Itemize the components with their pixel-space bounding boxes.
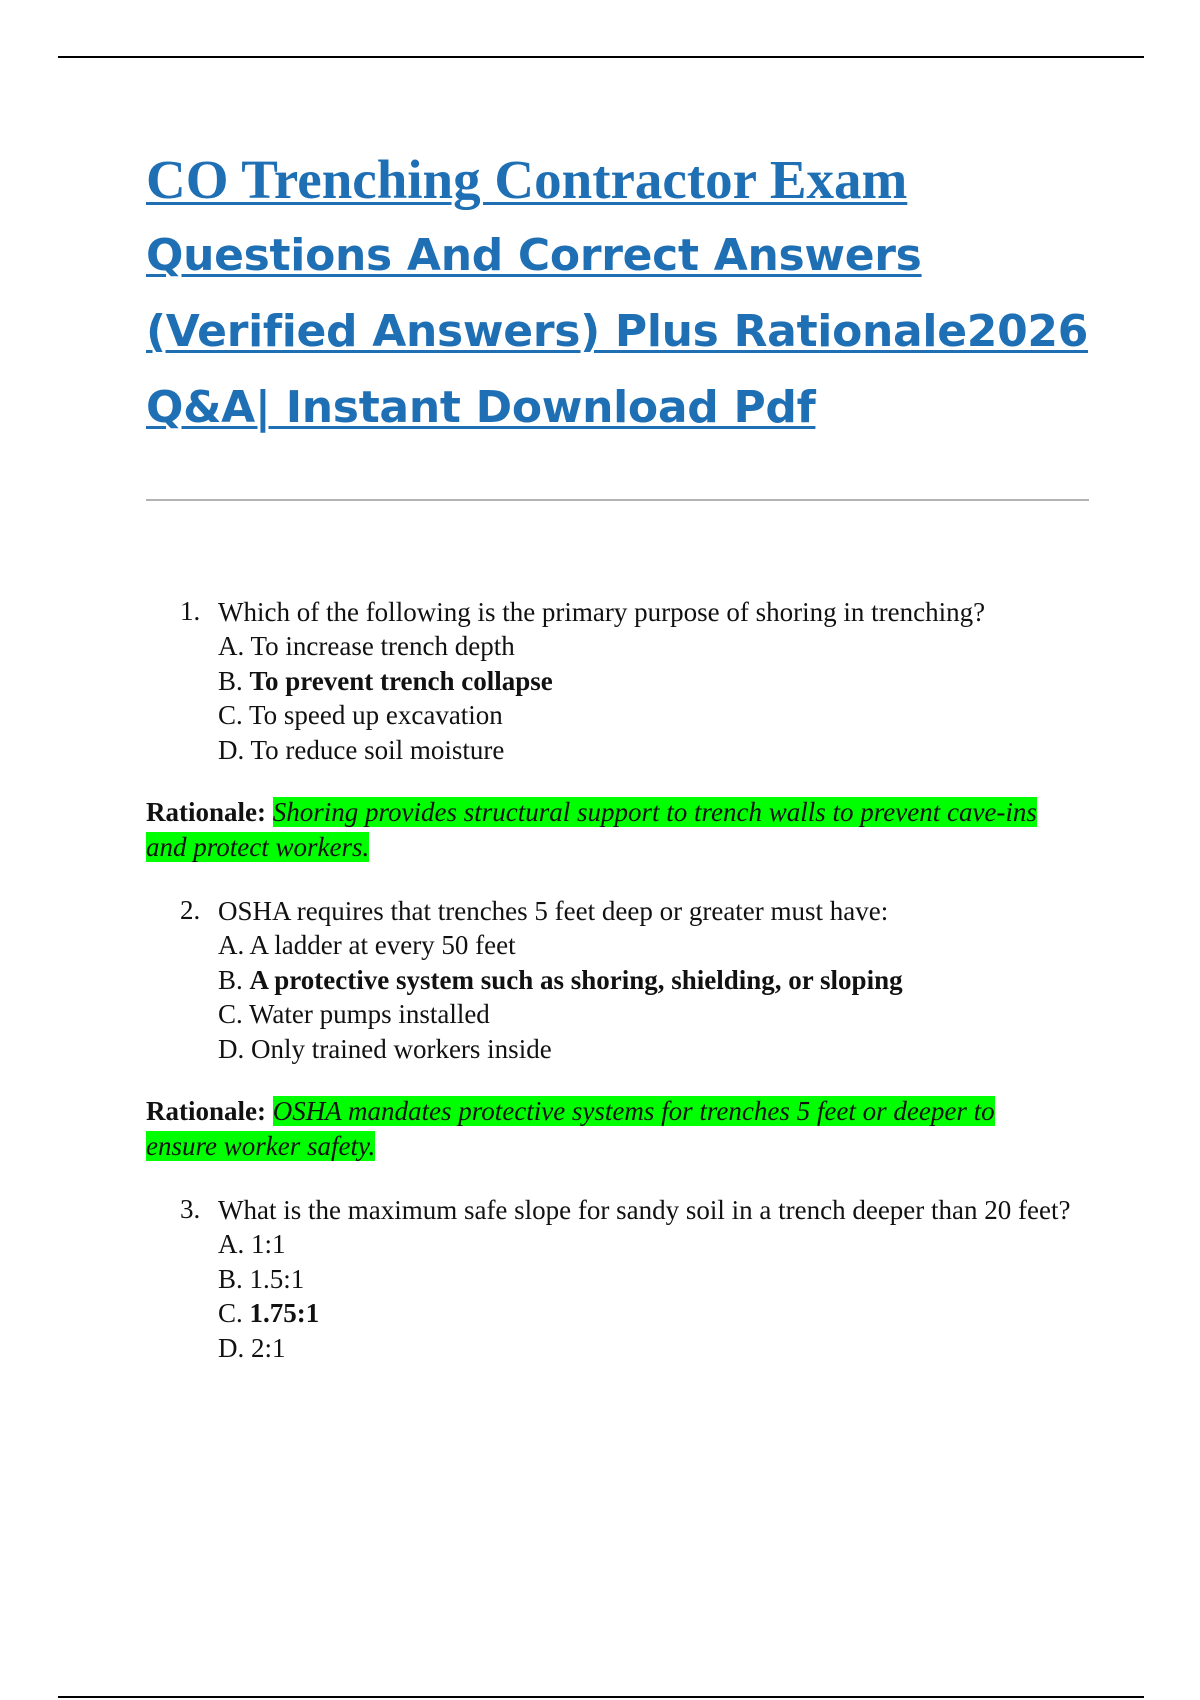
question-number: 3. [180,1194,201,1224]
title-line-3: (Verified Answers) Plus Rationale2026 [146,306,1089,357]
option-letter: D. [218,1332,245,1363]
answer-option-b [218,1262,1086,1297]
option-letter: A. [218,930,245,960]
option-text: 1.5:1 [249,1263,305,1294]
rationale-1 [146,795,1086,865]
option-letter: B. [218,665,243,696]
correct-option-text: A protective system such as shoring, shielding, or sloping [249,964,903,995]
answer-option-d [218,1032,1086,1067]
option-letter: D. [218,1033,245,1064]
answer-option-c [218,698,1086,733]
rationale-label: Rationale: [146,1096,266,1126]
option-text: To reduce soil moisture [250,734,505,765]
question-text: OSHA requires that trenches 5 feet deep or greater must have: [218,896,889,926]
question-3 [146,1194,1086,1365]
title-line-2: Questions And Correct Answers [146,230,922,281]
top-page-rule [58,56,1144,58]
answer-option-a [218,1227,1086,1262]
title-line-1: CO Trenching Contractor Exam [146,149,908,210]
option-letter: B. [218,964,243,995]
option-text: Only trained workers inside [251,1033,552,1064]
question-2 [146,895,1086,1066]
option-letter: A. [218,1229,245,1259]
question-list [146,596,1086,1365]
question-text: Which of the following is the primary purpose of shoring in trenching? [218,597,986,627]
option-text: A ladder at every 50 feet [249,930,516,960]
answer-option-c [218,997,1086,1032]
option-text: To increase trench depth [250,631,515,661]
bottom-page-rule [58,1696,1144,1698]
answer-option-a [218,928,1086,963]
rationale-label: Rationale: [146,797,266,827]
document-title [146,142,1106,446]
title-line-4: Q&A| Instant Download Pdf [146,382,816,433]
option-letter: A. [218,631,245,661]
question-1 [146,596,1086,767]
option-letter: B. [218,1263,243,1294]
option-text: 1:1 [251,1229,286,1259]
question-number: 2. [180,895,201,925]
question-number: 1. [180,596,201,626]
rationale-2 [146,1094,1086,1164]
option-text: 2:1 [251,1332,286,1363]
option-text: To speed up excavation [249,700,503,730]
answer-option-d [218,733,1086,768]
answer-option-c-correct [218,1296,1086,1331]
rationale-text: Shoring provides structural support to trench walls to prevent cave-ins and protect workers. [146,797,1037,862]
answer-option-b-correct [218,664,1086,699]
option-letter: C. [218,999,243,1029]
option-letter: D. [218,734,245,765]
option-letter: C. [218,1298,243,1328]
correct-option-text: To prevent trench collapse [249,665,553,696]
answer-option-a [218,629,1086,664]
question-text: What is the maximum safe slope for sandy soil in a trench deeper than 20 feet? [218,1195,1071,1225]
rationale-text: OSHA mandates protective systems for trenches 5 feet or deeper to ensure worker safety. [146,1096,995,1161]
option-text: Water pumps installed [249,999,490,1029]
answer-option-b-correct [218,963,1086,998]
option-letter: C. [218,700,243,730]
answer-option-d [218,1331,1086,1366]
title-divider [146,499,1089,501]
correct-option-text: 1.75:1 [249,1298,320,1328]
